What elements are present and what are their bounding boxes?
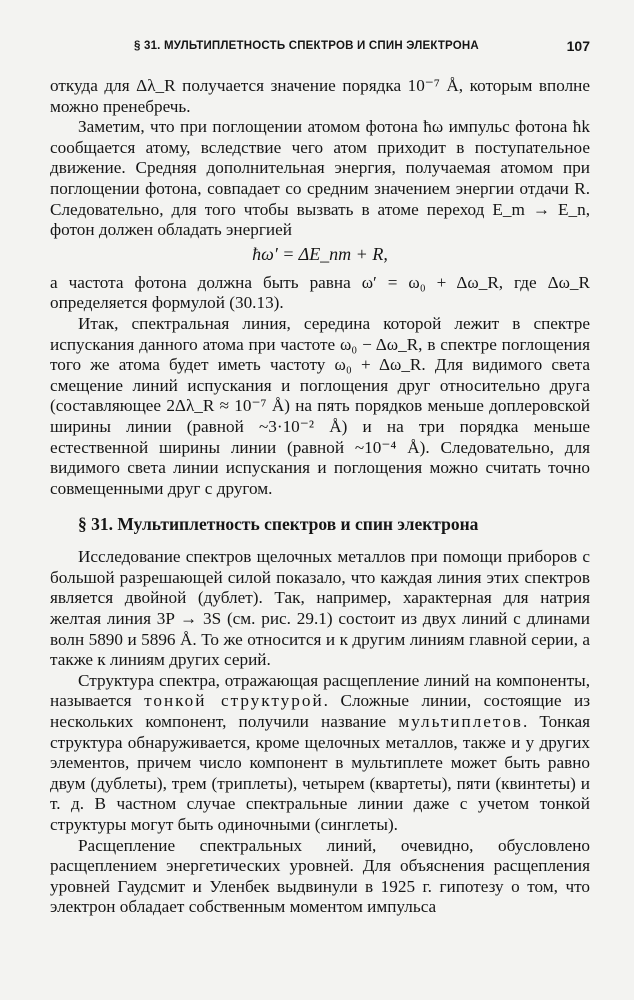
term-fine-structure: тонкой структурой — [144, 691, 324, 711]
paragraph-continuation: откуда для Δλ_R получается значение порядка 10⁻⁷ Å, которым вполне можно пренебречь. — [50, 76, 590, 116]
paragraph-photon-recoil: Заметим, что при поглощении атомом фотона ħω импульс фотона ħk сообщается атому, вследствие чего атом приходит в поступательное движение. Средняя дополнительная энергия, получаемая атомом при поглощении фотона, совпадает со средним значением энергии отдачи R. Следовательно, для того чтобы вызвать в атоме переход E_m → E_n, фотон должен обладать энергией — [50, 117, 590, 240]
book-page — [50, 36, 590, 918]
running-header — [50, 36, 590, 60]
term-multiplets: мультиплетов — [398, 712, 523, 732]
paragraph-level-splitting: Расщепление спектральных линий, очевидно, обусловлено расщеплением энергетических уровней. Для объяснения расщепления уровней Гаудсмит и Уленбек выдвинули в 1925 г. гипотезу о том, что электрон обладает собственным моментом импульса — [50, 835, 590, 917]
fine-structure-text-c: . Тонкая структура обнаруживается, кроме щелочных металлов, также и у других элементов, причем число компонент в мультиплете может быть равно двум (дублеты), трем (триплеты), четырем (квартеты), пяти (квинтеты) и т. д. В частном случае спектральные линии даже с учетом тонкой структуры могут быть одиночными (синглеты). — [50, 712, 591, 834]
fine-structure-text-a: Структура спектра, отражающая расщепление линий на компоненты, называется — [50, 670, 590, 711]
paragraph-photon-frequency: а частота фотона должна быть равна ω′ = ω₀ + Δω_R, где Δω_R определяется формулой (30.13). — [50, 272, 590, 313]
page-number: 107 — [566, 38, 590, 54]
paragraph-fine-structure — [50, 671, 590, 836]
fine-structure-text-b: . Сложные линии, состоящие из нескольких компонент, получили название — [50, 691, 590, 732]
paragraph-line-shift: Итак, спектральная линия, середина которой лежит в спектре испускания данного атома при частоте ω₀ − Δω_R, в спектре поглощения того же атома будет иметь частоту ω₀ + Δω_R. Для видимого света смещение линий испускания и поглощения друг относительно друга (составляющее 2Δλ_R ≈ 10⁻⁷ Å) на пять порядков меньше доплеровской ширины линии (равной ~3·10⁻² Å) и на три порядка меньше естественной ширины линии (равной ~10⁻⁴ Å). Следовательно, для видимого света линии испускания и поглощения можно считать точно совмещенными друг с другом. — [50, 313, 590, 498]
section-heading: § 31. Мультиплетность спектров и спин электрона — [78, 514, 479, 535]
energy-formula: ħω′ = ΔE_nm + R, — [252, 243, 388, 264]
running-title: § 31. МУЛЬТИПЛЕТНОСТЬ СПЕКТРОВ И СПИН ЭЛЕКТРОНА — [134, 40, 479, 52]
paragraph-alkali-spectra: Исследование спектров щелочных металлов при помощи приборов с большой разрешающей силой показало, что каждая линия этих спектров является двойной (дублет). Так, например, характерная для натрия желтая линия 3P → 3S (см. рис. 29.1) состоит из двух линий с длинами волн 5890 и 5896 Å. То же относится и к другим линиям главной серии, а также к линиям других серий. — [50, 547, 590, 670]
